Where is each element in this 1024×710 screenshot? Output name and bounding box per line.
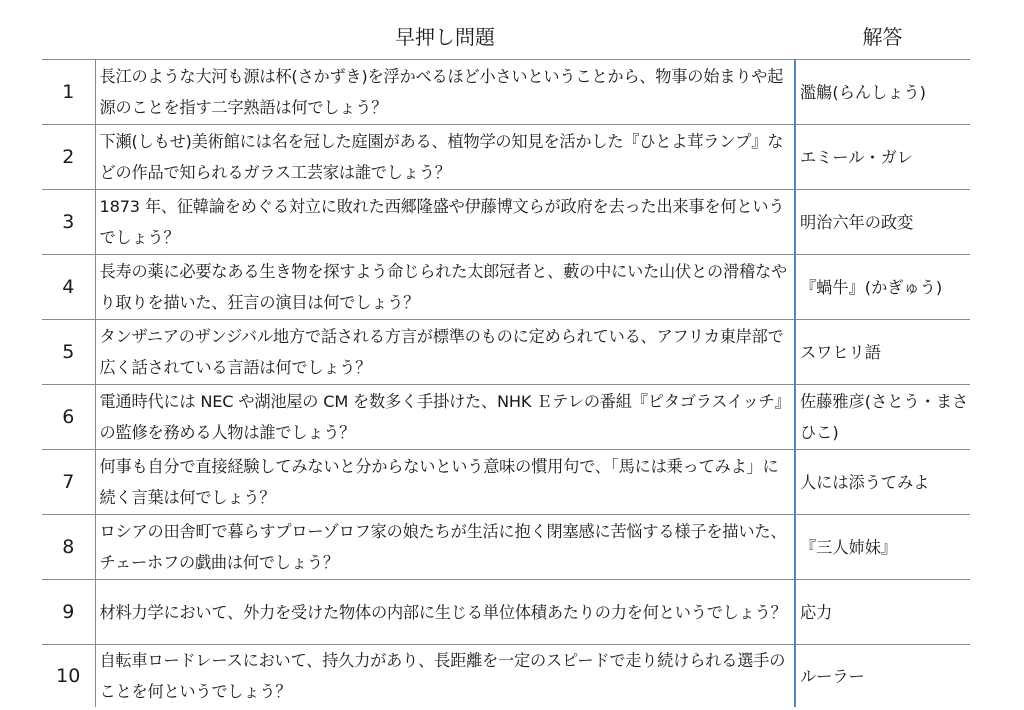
table-row	[42, 450, 970, 515]
question-number: 5	[42, 320, 95, 385]
table-row	[42, 190, 970, 255]
question-text: 長江のような大河も源は杯(さかずき)を浮かべるほど小さいということから、物事の始まりや起源のことを指す二字熟語は何でしょう？	[95, 60, 795, 125]
answer-text: 『三人姉妹』	[795, 515, 970, 580]
header-row	[42, 12, 970, 60]
answer-text: エミール・ガレ	[795, 125, 970, 190]
table-row	[42, 580, 970, 645]
question-column-header: 早押し問題	[95, 12, 795, 60]
quiz-table	[42, 12, 970, 707]
question-text: 長寿の薬に必要なある生き物を探すよう命じられた太郎冠者と、藪の中にいた山伏との滑稽なやり取りを描いた、狂言の演目は何でしょう？	[95, 255, 795, 320]
answer-text: スワヒリ語	[795, 320, 970, 385]
answer-text: 『蝸牛』(かぎゅう)	[795, 255, 970, 320]
answer-column-header: 解答	[795, 12, 970, 60]
question-number: 8	[42, 515, 95, 580]
question-text: 1873 年、征韓論をめぐる対立に敗れた西郷隆盛や伊藤博文らが政府を去った出来事を何というでしょう？	[95, 190, 795, 255]
question-number: 6	[42, 385, 95, 450]
question-text: タンザニアのザンジバル地方で話される方言が標準のものに定められている、アフリカ東岸部で広く話されている言語は何でしょう？	[95, 320, 795, 385]
question-text: 電通時代には NEC や湖池屋の CM を数多く手掛けた、NHK Ｅテレの番組『ピタゴラスイッチ』の監修を務める人物は誰でしょう？	[95, 385, 795, 450]
table-header	[42, 12, 970, 60]
table-row	[42, 255, 970, 320]
answer-text: ルーラー	[800, 666, 865, 686]
question-number: 10	[42, 645, 95, 708]
number-column-header	[42, 12, 95, 60]
answer-text: 濫觴(らんしょう)	[795, 60, 970, 125]
answer-text: 人には添うてみよ	[795, 450, 970, 515]
question-number: 1	[42, 60, 95, 125]
table-row	[42, 60, 970, 125]
table-body	[42, 60, 970, 708]
table-row	[42, 125, 970, 190]
answer-text: 明治六年の政変	[795, 190, 970, 255]
question-text: 下瀬(しもせ)美術館には名を冠した庭園がある、植物学の知見を活かした『ひとよ茸ランプ』などの作品で知られるガラス工芸家は誰でしょう？	[95, 125, 795, 190]
table-row	[42, 645, 970, 708]
question-text: 自転車ロードレースにおいて、持久力があり、長距離を一定のスピードで走り続けられる選手のことを何というでしょう？	[95, 645, 795, 708]
answer-text: 佐藤雅彦(さとう・まさひこ)	[795, 385, 970, 450]
question-number: 4	[42, 255, 95, 320]
question-text: 材料力学において、外力を受けた物体の内部に生じる単位体積あたりの力を何というでしょう？	[95, 580, 795, 645]
question-text: ロシアの田舎町で暮らすプローゾロフ家の娘たちが生活に抱く閉塞感に苦悩する様子を描いた、チェーホフの戯曲は何でしょう？	[95, 515, 795, 580]
table-row	[42, 320, 970, 385]
question-number: 2	[42, 125, 95, 190]
answer-text: 応力	[795, 580, 970, 645]
question-number: 7	[42, 450, 95, 515]
question-number: 9	[42, 580, 95, 645]
table-row	[42, 385, 970, 450]
question-number: 3	[42, 190, 95, 255]
question-text: 何事も自分で直接経験してみないと分からないという意味の慣用句で、「馬には乗ってみよ」に続く言葉は何でしょう？	[95, 450, 795, 515]
table-row	[42, 515, 970, 580]
